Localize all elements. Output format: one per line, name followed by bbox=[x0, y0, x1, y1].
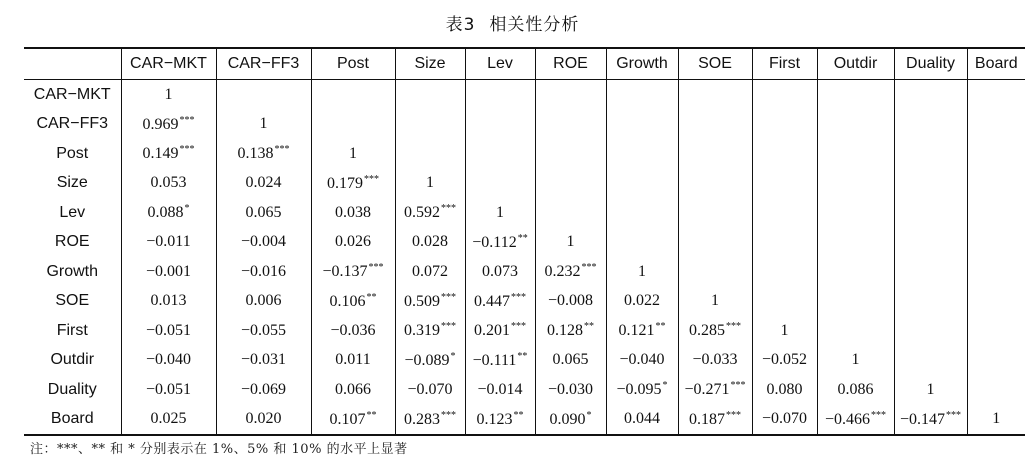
significance-stars: *** bbox=[730, 380, 746, 392]
table-cell bbox=[311, 80, 395, 110]
table-cell bbox=[465, 80, 535, 110]
table-cell bbox=[465, 257, 535, 287]
table-cell bbox=[606, 110, 678, 140]
table-cell bbox=[752, 257, 817, 287]
cell-value: −0.112 bbox=[472, 233, 517, 251]
table-cell bbox=[678, 198, 752, 228]
table-cell bbox=[752, 287, 817, 317]
table-cell bbox=[311, 228, 395, 258]
cell-value: 0.106 bbox=[329, 292, 366, 310]
table-cell bbox=[121, 169, 216, 199]
cell-value: 0.319 bbox=[404, 322, 440, 340]
cell-value: −0.001 bbox=[145, 262, 192, 280]
table-caption: 相关性分析 bbox=[489, 15, 580, 35]
column-header: CAR−MKT bbox=[121, 48, 216, 80]
significance-stars: *** bbox=[274, 144, 290, 156]
table-cell bbox=[894, 169, 967, 199]
table-cell bbox=[606, 139, 678, 169]
table-cell bbox=[535, 375, 606, 405]
cell-value: 0.283 bbox=[404, 410, 440, 428]
cell-value: 0.149 bbox=[142, 145, 179, 163]
table-row bbox=[24, 198, 1025, 228]
table-cell bbox=[967, 287, 1025, 317]
table-cell bbox=[465, 346, 535, 376]
significance-stars: *** bbox=[179, 114, 195, 126]
table-cell bbox=[395, 316, 465, 346]
table-cell bbox=[678, 110, 752, 140]
table-cell bbox=[678, 169, 752, 199]
table-cell bbox=[311, 198, 395, 228]
table-cell bbox=[311, 287, 395, 317]
significance-stars: ** bbox=[513, 409, 524, 421]
table-cell bbox=[967, 198, 1025, 228]
significance-stars: * bbox=[586, 409, 592, 421]
cell-value: −0.070 bbox=[407, 380, 453, 398]
table-cell bbox=[216, 110, 311, 140]
table-cell bbox=[678, 228, 752, 258]
cell-value: 1 bbox=[711, 292, 719, 310]
significance-stars: ** bbox=[517, 350, 528, 362]
significance-stars: *** bbox=[871, 409, 887, 421]
table-cell bbox=[535, 405, 606, 436]
table-cell bbox=[967, 110, 1025, 140]
table-cell bbox=[678, 139, 752, 169]
table-title bbox=[0, 10, 1025, 35]
column-header: CAR−FF3 bbox=[216, 48, 311, 80]
significance-stars: *** bbox=[364, 173, 379, 185]
table-cell bbox=[216, 198, 311, 228]
table-cell bbox=[894, 139, 967, 169]
table-cell bbox=[752, 139, 817, 169]
table-cell bbox=[752, 346, 817, 376]
table-cell bbox=[817, 80, 894, 110]
cell-value: 0.013 bbox=[150, 292, 187, 310]
table-row bbox=[24, 257, 1025, 287]
table-header-row bbox=[24, 48, 1025, 80]
table-cell bbox=[311, 257, 395, 287]
cell-value: 0.053 bbox=[150, 174, 187, 192]
table-cell bbox=[216, 257, 311, 287]
table-row bbox=[24, 80, 1025, 110]
cell-value: 1 bbox=[164, 85, 173, 103]
cell-value: −0.040 bbox=[619, 351, 665, 369]
significance-stars: ** bbox=[655, 321, 666, 333]
table-cell bbox=[894, 375, 967, 405]
table-cell bbox=[395, 110, 465, 140]
cell-value: 1 bbox=[780, 321, 789, 339]
cell-value: 1 bbox=[992, 410, 1001, 428]
table-cell bbox=[967, 346, 1025, 376]
cell-value: 0.121 bbox=[618, 322, 655, 340]
table-cell bbox=[817, 169, 894, 199]
table-row bbox=[24, 375, 1025, 405]
table-cell bbox=[395, 375, 465, 405]
cell-value: 0.025 bbox=[150, 410, 187, 428]
table-cell bbox=[465, 287, 535, 317]
significance-stars: ** bbox=[366, 291, 377, 303]
table-row bbox=[24, 139, 1025, 169]
row-label: First bbox=[56, 321, 88, 339]
cell-value: 0.022 bbox=[624, 292, 660, 310]
table-row bbox=[24, 110, 1025, 140]
cell-value: 0.011 bbox=[335, 351, 371, 369]
row-label: Outdir bbox=[50, 351, 95, 369]
table-cell bbox=[535, 80, 606, 110]
table-cell bbox=[311, 110, 395, 140]
cell-value: 0.447 bbox=[474, 292, 510, 310]
table-cell bbox=[121, 228, 216, 258]
table-cell bbox=[535, 257, 606, 287]
table-cell bbox=[606, 228, 678, 258]
table-cell bbox=[678, 80, 752, 110]
significance-stars: *** bbox=[441, 409, 456, 421]
cell-value: 0.038 bbox=[335, 203, 371, 221]
table-cell bbox=[121, 110, 216, 140]
cell-value: 0.066 bbox=[335, 380, 371, 398]
table-cell bbox=[121, 257, 216, 287]
table-cell bbox=[606, 287, 678, 317]
table-cell bbox=[121, 375, 216, 405]
significance-stars: *** bbox=[946, 409, 962, 421]
table-cell bbox=[311, 346, 395, 376]
significance-stars: ** bbox=[517, 232, 528, 244]
significance-stars: *** bbox=[441, 203, 456, 215]
table-cell bbox=[967, 80, 1025, 110]
table-cell bbox=[311, 169, 395, 199]
significance-stars: *** bbox=[726, 409, 741, 421]
table-cell bbox=[395, 169, 465, 199]
table-cell bbox=[894, 228, 967, 258]
table-cell bbox=[967, 316, 1025, 346]
cell-value: 0.073 bbox=[482, 262, 518, 280]
table-cell bbox=[967, 405, 1025, 436]
table-cell bbox=[311, 375, 395, 405]
cell-value: −0.055 bbox=[240, 321, 287, 339]
significance-stars: *** bbox=[511, 291, 526, 303]
table-cell bbox=[606, 169, 678, 199]
cell-value: 0.187 bbox=[689, 410, 725, 428]
column-header: ROE bbox=[535, 48, 606, 80]
table-cell bbox=[606, 346, 678, 376]
table-row bbox=[24, 169, 1025, 199]
table-cell bbox=[752, 110, 817, 140]
table-cell bbox=[678, 257, 752, 287]
cell-value: 1 bbox=[566, 233, 575, 251]
table-cell bbox=[395, 198, 465, 228]
table-cell bbox=[216, 375, 311, 405]
cell-value: −0.466 bbox=[824, 410, 871, 428]
table-cell bbox=[395, 139, 465, 169]
significance-stars: *** bbox=[726, 321, 741, 333]
row-label: CAR−FF3 bbox=[36, 115, 109, 133]
row-label: Post bbox=[56, 144, 89, 162]
table-cell bbox=[817, 257, 894, 287]
table-cell bbox=[121, 287, 216, 317]
table-cell bbox=[535, 198, 606, 228]
table-cell bbox=[535, 110, 606, 140]
column-header: Outdir bbox=[817, 48, 894, 80]
cell-value: 0.065 bbox=[552, 351, 589, 369]
table-cell bbox=[606, 257, 678, 287]
cell-value: 1 bbox=[638, 262, 646, 280]
table-cell bbox=[752, 405, 817, 436]
cell-value: 0.128 bbox=[547, 322, 583, 340]
table-cell bbox=[465, 110, 535, 140]
cell-value: −0.052 bbox=[761, 351, 808, 369]
significance-stars: ** bbox=[584, 321, 594, 333]
table-cell bbox=[817, 110, 894, 140]
cell-value: −0.033 bbox=[692, 351, 738, 369]
table-cell bbox=[535, 287, 606, 317]
column-header: Size bbox=[395, 48, 465, 80]
table-cell bbox=[894, 198, 967, 228]
table-cell bbox=[752, 80, 817, 110]
table-cell bbox=[606, 80, 678, 110]
column-header: Growth bbox=[606, 48, 678, 80]
table-cell bbox=[606, 316, 678, 346]
table-cell bbox=[216, 139, 311, 169]
table-cell bbox=[817, 139, 894, 169]
table-cell bbox=[752, 228, 817, 258]
cell-value: −0.016 bbox=[240, 262, 287, 280]
table-cell bbox=[465, 316, 535, 346]
table-row bbox=[24, 405, 1025, 436]
table-cell bbox=[678, 287, 752, 317]
table-note: 注：***、** 和 * 分别表示在 1%、5% 和 10% 的水平上显著 bbox=[30, 442, 408, 457]
table-body bbox=[24, 80, 1025, 436]
cell-value: −0.147 bbox=[899, 410, 946, 428]
table-cell bbox=[216, 287, 311, 317]
table-cell bbox=[606, 405, 678, 436]
cell-value: 0.065 bbox=[245, 203, 282, 221]
cell-value: −0.036 bbox=[330, 321, 376, 339]
table-cell bbox=[678, 405, 752, 436]
table-cell bbox=[465, 405, 535, 436]
cell-value: −0.069 bbox=[240, 380, 287, 398]
table-cell bbox=[817, 316, 894, 346]
table-cell bbox=[535, 228, 606, 258]
column-header: Board bbox=[967, 48, 1025, 80]
table-cell bbox=[894, 257, 967, 287]
significance-stars: * bbox=[450, 350, 456, 362]
table-cell bbox=[606, 198, 678, 228]
table-cell bbox=[535, 169, 606, 199]
table-cell bbox=[817, 405, 894, 436]
table-cell bbox=[678, 316, 752, 346]
table-cell bbox=[894, 346, 967, 376]
table-row bbox=[24, 316, 1025, 346]
table-row bbox=[24, 287, 1025, 317]
column-header: Duality bbox=[894, 48, 967, 80]
cell-value: −0.011 bbox=[146, 233, 191, 251]
table-cell bbox=[216, 346, 311, 376]
column-header: Post bbox=[311, 48, 395, 80]
row-label: Lev bbox=[59, 203, 86, 221]
table-cell bbox=[121, 80, 216, 110]
table-cell bbox=[121, 405, 216, 436]
cell-value: −0.070 bbox=[761, 410, 808, 428]
column-header: First bbox=[752, 48, 817, 80]
table-cell bbox=[465, 169, 535, 199]
cell-value: 1 bbox=[259, 115, 268, 133]
cell-value: 0.006 bbox=[245, 292, 282, 310]
table-cell bbox=[121, 316, 216, 346]
correlation-table bbox=[24, 47, 1025, 436]
table-cell bbox=[752, 169, 817, 199]
column-header: Lev bbox=[465, 48, 535, 80]
cell-value: 0.086 bbox=[837, 380, 874, 398]
table-cell bbox=[216, 228, 311, 258]
cell-value: 0.088 bbox=[147, 204, 184, 222]
row-label: Size bbox=[56, 174, 88, 192]
table-cell bbox=[606, 375, 678, 405]
table-cell bbox=[817, 375, 894, 405]
significance-stars: *** bbox=[441, 321, 456, 333]
cell-value: −0.111 bbox=[472, 351, 517, 369]
significance-stars: *** bbox=[511, 321, 526, 333]
table-cell bbox=[311, 139, 395, 169]
table-number: 表3 bbox=[445, 15, 476, 35]
table-cell bbox=[894, 316, 967, 346]
cell-value: −0.004 bbox=[240, 233, 287, 251]
table-cell bbox=[752, 316, 817, 346]
cell-value: 0.285 bbox=[689, 322, 725, 340]
cell-value: 1 bbox=[926, 380, 935, 398]
cell-value: 1 bbox=[851, 351, 860, 369]
table-cell bbox=[216, 80, 311, 110]
significance-stars: *** bbox=[581, 262, 597, 274]
table-cell bbox=[395, 405, 465, 436]
cell-value: 1 bbox=[426, 174, 434, 192]
table-cell bbox=[678, 346, 752, 376]
table-cell bbox=[395, 287, 465, 317]
table-cell bbox=[395, 80, 465, 110]
table-cell bbox=[121, 198, 216, 228]
cell-value: 0.072 bbox=[412, 262, 448, 280]
table-cell bbox=[967, 139, 1025, 169]
table-cell bbox=[311, 316, 395, 346]
cell-value: −0.014 bbox=[477, 380, 523, 398]
table-cell bbox=[465, 375, 535, 405]
table-cell bbox=[894, 287, 967, 317]
row-label: ROE bbox=[54, 233, 90, 251]
table-cell bbox=[465, 198, 535, 228]
table-cell bbox=[817, 228, 894, 258]
row-label: Duality bbox=[47, 380, 97, 398]
significance-stars: *** bbox=[179, 144, 195, 156]
cell-value: 0.179 bbox=[327, 174, 363, 192]
table-cell bbox=[967, 375, 1025, 405]
corner-cell bbox=[24, 48, 121, 80]
table-cell bbox=[817, 198, 894, 228]
cell-value: −0.051 bbox=[145, 321, 192, 339]
significance-stars: * bbox=[662, 380, 668, 392]
cell-value: 0.028 bbox=[412, 233, 448, 251]
table-cell bbox=[216, 405, 311, 436]
table-cell bbox=[121, 346, 216, 376]
row-label: CAR−MKT bbox=[33, 85, 111, 103]
cell-value: 0.044 bbox=[624, 410, 660, 428]
cell-value: 1 bbox=[496, 203, 504, 221]
column-header: SOE bbox=[678, 48, 752, 80]
table-cell bbox=[535, 139, 606, 169]
table-cell bbox=[395, 257, 465, 287]
table-cell bbox=[535, 316, 606, 346]
row-label: Growth bbox=[46, 262, 99, 280]
cell-value: −0.008 bbox=[547, 292, 594, 310]
cell-value: 0.026 bbox=[335, 233, 371, 251]
cell-value: −0.095 bbox=[616, 381, 662, 399]
table-cell bbox=[967, 257, 1025, 287]
table-cell bbox=[752, 198, 817, 228]
table-cell bbox=[817, 287, 894, 317]
table-cell bbox=[121, 139, 216, 169]
cell-value: −0.040 bbox=[145, 351, 192, 369]
table-row bbox=[24, 346, 1025, 376]
cell-value: 0.232 bbox=[544, 263, 581, 281]
cell-value: 1 bbox=[349, 144, 357, 162]
significance-stars: ** bbox=[366, 409, 377, 421]
table-cell bbox=[967, 228, 1025, 258]
cell-value: −0.271 bbox=[684, 381, 730, 399]
table-cell bbox=[465, 139, 535, 169]
cell-value: −0.051 bbox=[145, 380, 192, 398]
significance-stars: * bbox=[184, 203, 190, 215]
table-cell bbox=[395, 228, 465, 258]
cell-value: 0.509 bbox=[404, 292, 440, 310]
significance-stars: *** bbox=[441, 291, 456, 303]
cell-value: −0.089 bbox=[404, 351, 450, 369]
cell-value: 0.201 bbox=[474, 322, 510, 340]
cell-value: 0.020 bbox=[245, 410, 282, 428]
cell-value: 0.123 bbox=[476, 410, 513, 428]
table-cell bbox=[216, 316, 311, 346]
table-cell bbox=[817, 346, 894, 376]
cell-value: 0.969 bbox=[142, 115, 179, 133]
table-cell bbox=[894, 405, 967, 436]
cell-value: 0.107 bbox=[329, 410, 366, 428]
table-cell bbox=[311, 405, 395, 436]
table-cell bbox=[894, 110, 967, 140]
cell-value: 0.024 bbox=[245, 174, 282, 192]
row-label: Board bbox=[50, 410, 94, 428]
cell-value: −0.031 bbox=[240, 351, 287, 369]
table-cell bbox=[465, 228, 535, 258]
table-row bbox=[24, 228, 1025, 258]
row-label: SOE bbox=[55, 292, 90, 310]
cell-value: 0.138 bbox=[237, 145, 274, 163]
table-cell bbox=[967, 169, 1025, 199]
table-cell bbox=[216, 169, 311, 199]
cell-value: 0.090 bbox=[549, 410, 586, 428]
significance-stars: *** bbox=[368, 262, 384, 274]
table-cell bbox=[535, 346, 606, 376]
cell-value: −0.137 bbox=[322, 263, 368, 281]
cell-value: 0.592 bbox=[404, 204, 440, 222]
table-cell bbox=[678, 375, 752, 405]
table-cell bbox=[752, 375, 817, 405]
cell-value: −0.030 bbox=[547, 380, 594, 398]
table-cell bbox=[894, 80, 967, 110]
table-cell bbox=[395, 346, 465, 376]
cell-value: 0.080 bbox=[766, 380, 803, 398]
